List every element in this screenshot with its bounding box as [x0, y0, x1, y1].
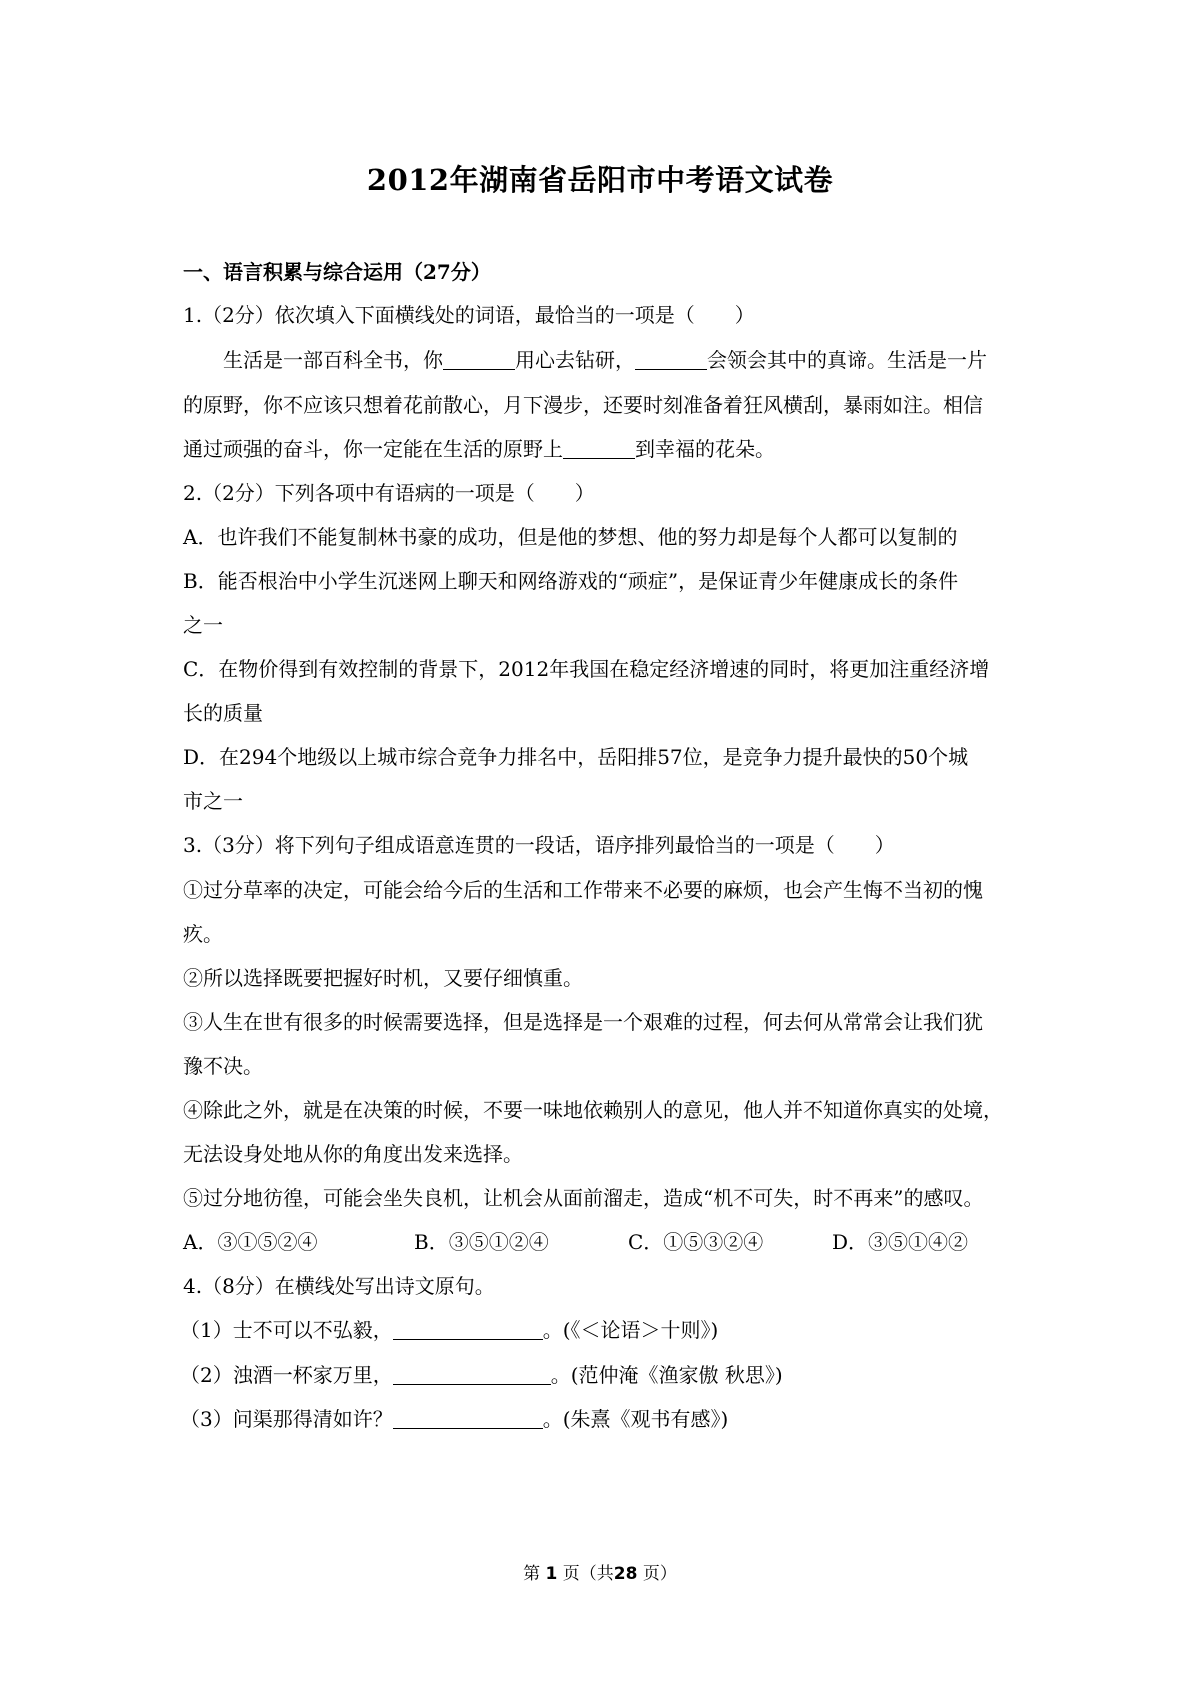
item-source: 。(朱熹《观书有感》)	[542, 1407, 729, 1431]
item-source: 。(范仲淹《渔家傲 秋思》)	[550, 1363, 783, 1387]
question-3-sentence-1: ①过分草率的决定，可能会给今后的生活和工作带来不必要的麻烦，也会产生悔不当初的愧	[183, 878, 983, 902]
question-3-option-d: D．③⑤①④②	[832, 1230, 969, 1254]
question-3-sentence-4: ④除此之外，就是在决策的时候，不要一味地依赖别人的意见，他人并不知道你真实的处境，	[183, 1098, 1003, 1122]
total-pages: 28	[613, 1564, 638, 1584]
question-1-passage-line-1	[183, 346, 1043, 374]
item-text: （2）浊酒一杯家万里，	[180, 1363, 393, 1387]
question-4-stem: 4.（8分）在横线处写出诗文原句。	[183, 1274, 495, 1298]
question-2-option-c-cont: 长的质量	[183, 701, 263, 725]
question-2-option-d-cont: 市之一	[183, 789, 243, 813]
question-3-sentence-2: ②所以选择既要把握好时机，又要仔细慎重。	[183, 966, 583, 990]
question-3-sentence-1-cont: 疚。	[183, 922, 223, 946]
question-1-passage-line-2: 的原野，你不应该只想着花前散心，月下漫步，还要时刻准备着狂风横刮，暴雨如注。相信	[183, 393, 983, 417]
question-1-passage-line-3	[183, 435, 1043, 463]
question-3-sentence-5: ⑤过分地彷徨，可能会坐失良机，让机会从面前溜走，造成“机不可失，时不再来”的感叹。	[183, 1186, 984, 1210]
passage-text: 生活是一部百科全书，你	[183, 348, 443, 372]
question-3-option-c: C．①⑤③②④	[628, 1230, 764, 1254]
question-1-stem: 1.（2分）依次填入下面横线处的词语，最恰当的一项是（ ）	[183, 303, 755, 327]
item-text: （1）士不可以不弘毅，	[180, 1318, 393, 1342]
question-3-sentence-3-cont: 豫不决。	[183, 1054, 263, 1078]
section-heading: 一、语言积累与综合运用（27分）	[183, 260, 491, 284]
question-3-option-a: A．③①⑤②④	[183, 1230, 318, 1254]
passage-text: 到幸福的花朵。	[635, 437, 775, 461]
item-text: （3）问渠那得清如许？	[180, 1407, 393, 1431]
question-3-option-b: B．③⑤①②④	[414, 1230, 549, 1254]
question-4-item-1	[180, 1316, 1040, 1344]
footer-text: 页（共	[562, 1564, 614, 1584]
footer-text: 第	[523, 1564, 541, 1584]
item-source: 。(《＜论语＞十则》)	[542, 1318, 719, 1342]
question-2-option-c: C．在物价得到有效控制的背景下，2012年我国在稳定经济增速的同时，将更加注重经济增	[183, 657, 990, 681]
answer-blank	[393, 1364, 551, 1385]
question-2-stem: 2.（2分）下列各项中有语病的一项是（ ）	[183, 481, 595, 505]
passage-text: 会领会其中的真谛。生活是一片	[707, 348, 987, 372]
page-title: 2012年湖南省岳阳市中考语文试卷	[366, 163, 834, 197]
question-2-option-d: D．在294个地级以上城市综合竞争力排名中，岳阳排57位，是竞争力提升最快的50个城	[183, 745, 969, 769]
question-3-sentence-3: ③人生在世有很多的时候需要选择，但是选择是一个艰难的过程，何去何从常常会让我们犹	[183, 1010, 983, 1034]
answer-blank	[635, 349, 707, 370]
answer-blank	[393, 1319, 543, 1340]
page-footer	[0, 1559, 1200, 1584]
question-2-option-a: A．也许我们不能复制林书豪的成功，但是他的梦想、他的努力却是每个人都可以复制的	[183, 525, 958, 549]
passage-text: 通过顽强的奋斗，你一定能在生活的原野上	[183, 437, 563, 461]
question-3-sentence-4-cont: 无法设身处地从你的角度出发来选择。	[183, 1142, 523, 1166]
answer-blank	[443, 349, 515, 370]
question-2-option-b: B．能否根治中小学生沉迷网上聊天和网络游戏的“顽症”，是保证青少年健康成长的条件	[183, 569, 959, 593]
answer-blank	[393, 1408, 543, 1429]
passage-text: 用心去钻研，	[515, 348, 635, 372]
question-2-option-b-cont: 之一	[183, 613, 223, 637]
question-4-item-3	[180, 1405, 1040, 1433]
footer-text: 页）	[642, 1564, 677, 1584]
question-3-stem: 3.（3分）将下列句子组成语意连贯的一段话，语序排列最恰当的一项是（ ）	[183, 833, 895, 857]
page-number: 1	[545, 1564, 558, 1584]
question-4-item-2	[180, 1361, 1040, 1389]
answer-blank	[563, 438, 635, 459]
